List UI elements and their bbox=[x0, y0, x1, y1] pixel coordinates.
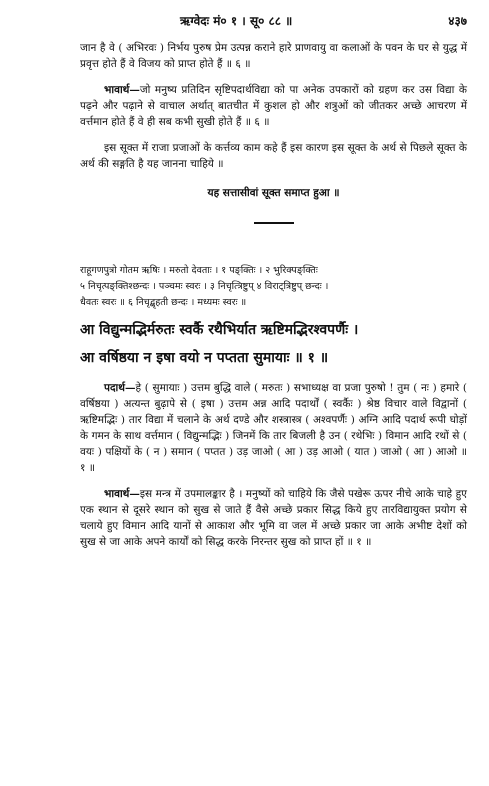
running-head: ऋग्वेदः मं० १ । सू० ८८ ॥ bbox=[180, 14, 293, 28]
bhavartha-label: भावार्थ— bbox=[104, 84, 140, 96]
padartha-paragraph bbox=[80, 380, 467, 476]
padartha-label: पदार्थ— bbox=[104, 382, 136, 394]
meta-line-2: ५ निचृत्पङ्क्तिश्छन्दः । पञ्चमः स्वरः । ३ निचृत्त्रिष्टुप् ४ विराट्त्रिष्टुप् छन्दः । bbox=[80, 281, 329, 292]
meta-line-3: धैवतः स्वरः ॥ ६ निचृद्बृहती छन्दः । मध्यमः स्वरः ॥ bbox=[80, 297, 247, 308]
page-header bbox=[80, 12, 467, 34]
closing-paragraph: इस सूक्त में राजा प्रजाओं के कर्त्तव्य काम कहे हैं इस कारण इस सूक्त के अर्थ से पिछले सूक्त के अर्थ की सङ्गति है यह जानना चाहिये ॥ bbox=[80, 142, 467, 170]
bhavartha-paragraph-1 bbox=[80, 486, 467, 550]
mantra-line-1: आ विद्युन्मद्भिर्मरुतः स्वर्कै रथैभिर्यात ऋष्टिमद्भिरश्वपर्णैः । bbox=[80, 322, 359, 338]
section-divider bbox=[254, 222, 294, 224]
page-body bbox=[80, 40, 467, 560]
hymn-end-note: यह सत्तासीवां सूक्त समाप्त हुआ ॥ bbox=[207, 187, 340, 199]
bhavartha-text: इस मन्त्र में उपमालङ्कार है । मनुष्यों को चाहिये कि जैसे पखेरू ऊपर नीचे आके चाहे हुए एक स्थान से दूसरे स्थान को सुख से जाते हैं वैसे अच्छे प्रकार सिद्ध किये हुए तारविद्यायुक्त प्रयोग से चलाये हुए विमान आदि यानों से आकाश और भूमि वा जल में अच्छे प्रकार जा आके अभीष्ट देशों को सुख से जा आके अपने कार्यों को सिद्ध करके निरन्तर सुख को प्राप्त हों ॥ १ ॥ bbox=[80, 488, 467, 548]
mantra-line-2: आ वर्षिष्ठया न इषा वयो न पप्तता सुमायाः ॥ १ ॥ bbox=[80, 350, 329, 366]
meta-line-1: राहूगणपुत्रो गोतम ऋषिः । मरुतो देवताः । १ पङ्क्तिः । २ भुरिक्पङ्क्तिः bbox=[80, 265, 318, 276]
paragraph-1: जान है वे ( अभिरवः ) निर्भय पुरुष प्रेम उत्पन्न कराने हारे प्राणवायु वा कलाओं के पवन के घर से युद्ध में प्रवृत्त होते हैं वे विजय को प्राप्त होते हैं ॥ ६ ॥ bbox=[80, 42, 467, 70]
bhavartha-text: जो मनुष्य प्रतिदिन सृष्टिपदार्थविद्या को पा अनेक उपकारों को ग्रहण कर उस विद्या के पढ़ने और पढ़ाने से वाचाल अर्थात् बातचीत में कुशल हो और शत्रुओं को जीतकर अच्छे आचरण में वर्त्तमान होते हैं वे ही सब कभी सुखी होते हैं ॥ ६ ॥ bbox=[80, 84, 467, 128]
page-number: ४३७ bbox=[448, 14, 467, 28]
padartha-text: हे ( सुमायाः ) उत्तम बुद्धि वाले ( मरुतः ) सभाध्यक्ष वा प्रजा पुरुषो ! तुम ( नः ) हमारे ( वर्षिष्ठया ) अत्यन्त बुढ़ापे से ( इषा ) उत्तम अन्न आदि पदार्थों ( स्वर्कैः ) श्रेष्ठ विचार वाले विद्वानों ( ऋष्टिमद्भिः ) तार विद्या में चलाने के अर्थ दण्डे और शस्त्रास्त्र ( अश्वपर्णैः ) अग्नि आदि पदार्थ रूपी घोड़ों के गमन के साथ वर्त्तमान ( विद्युन्मद्भिः ) जिनमें कि तार बिजली है उन ( रथेभिः ) विमान आदि रथों से ( वयः ) पक्षियों के ( न ) समान ( पप्तत ) उड़ जाओ ( आ ) उड़ आओ ( यात ) जाओ ( आ ) आओ ॥ १ ॥ bbox=[80, 382, 467, 474]
bhavartha-paragraph-6 bbox=[80, 82, 467, 130]
bhavartha-label: भावार्थ— bbox=[104, 488, 140, 500]
